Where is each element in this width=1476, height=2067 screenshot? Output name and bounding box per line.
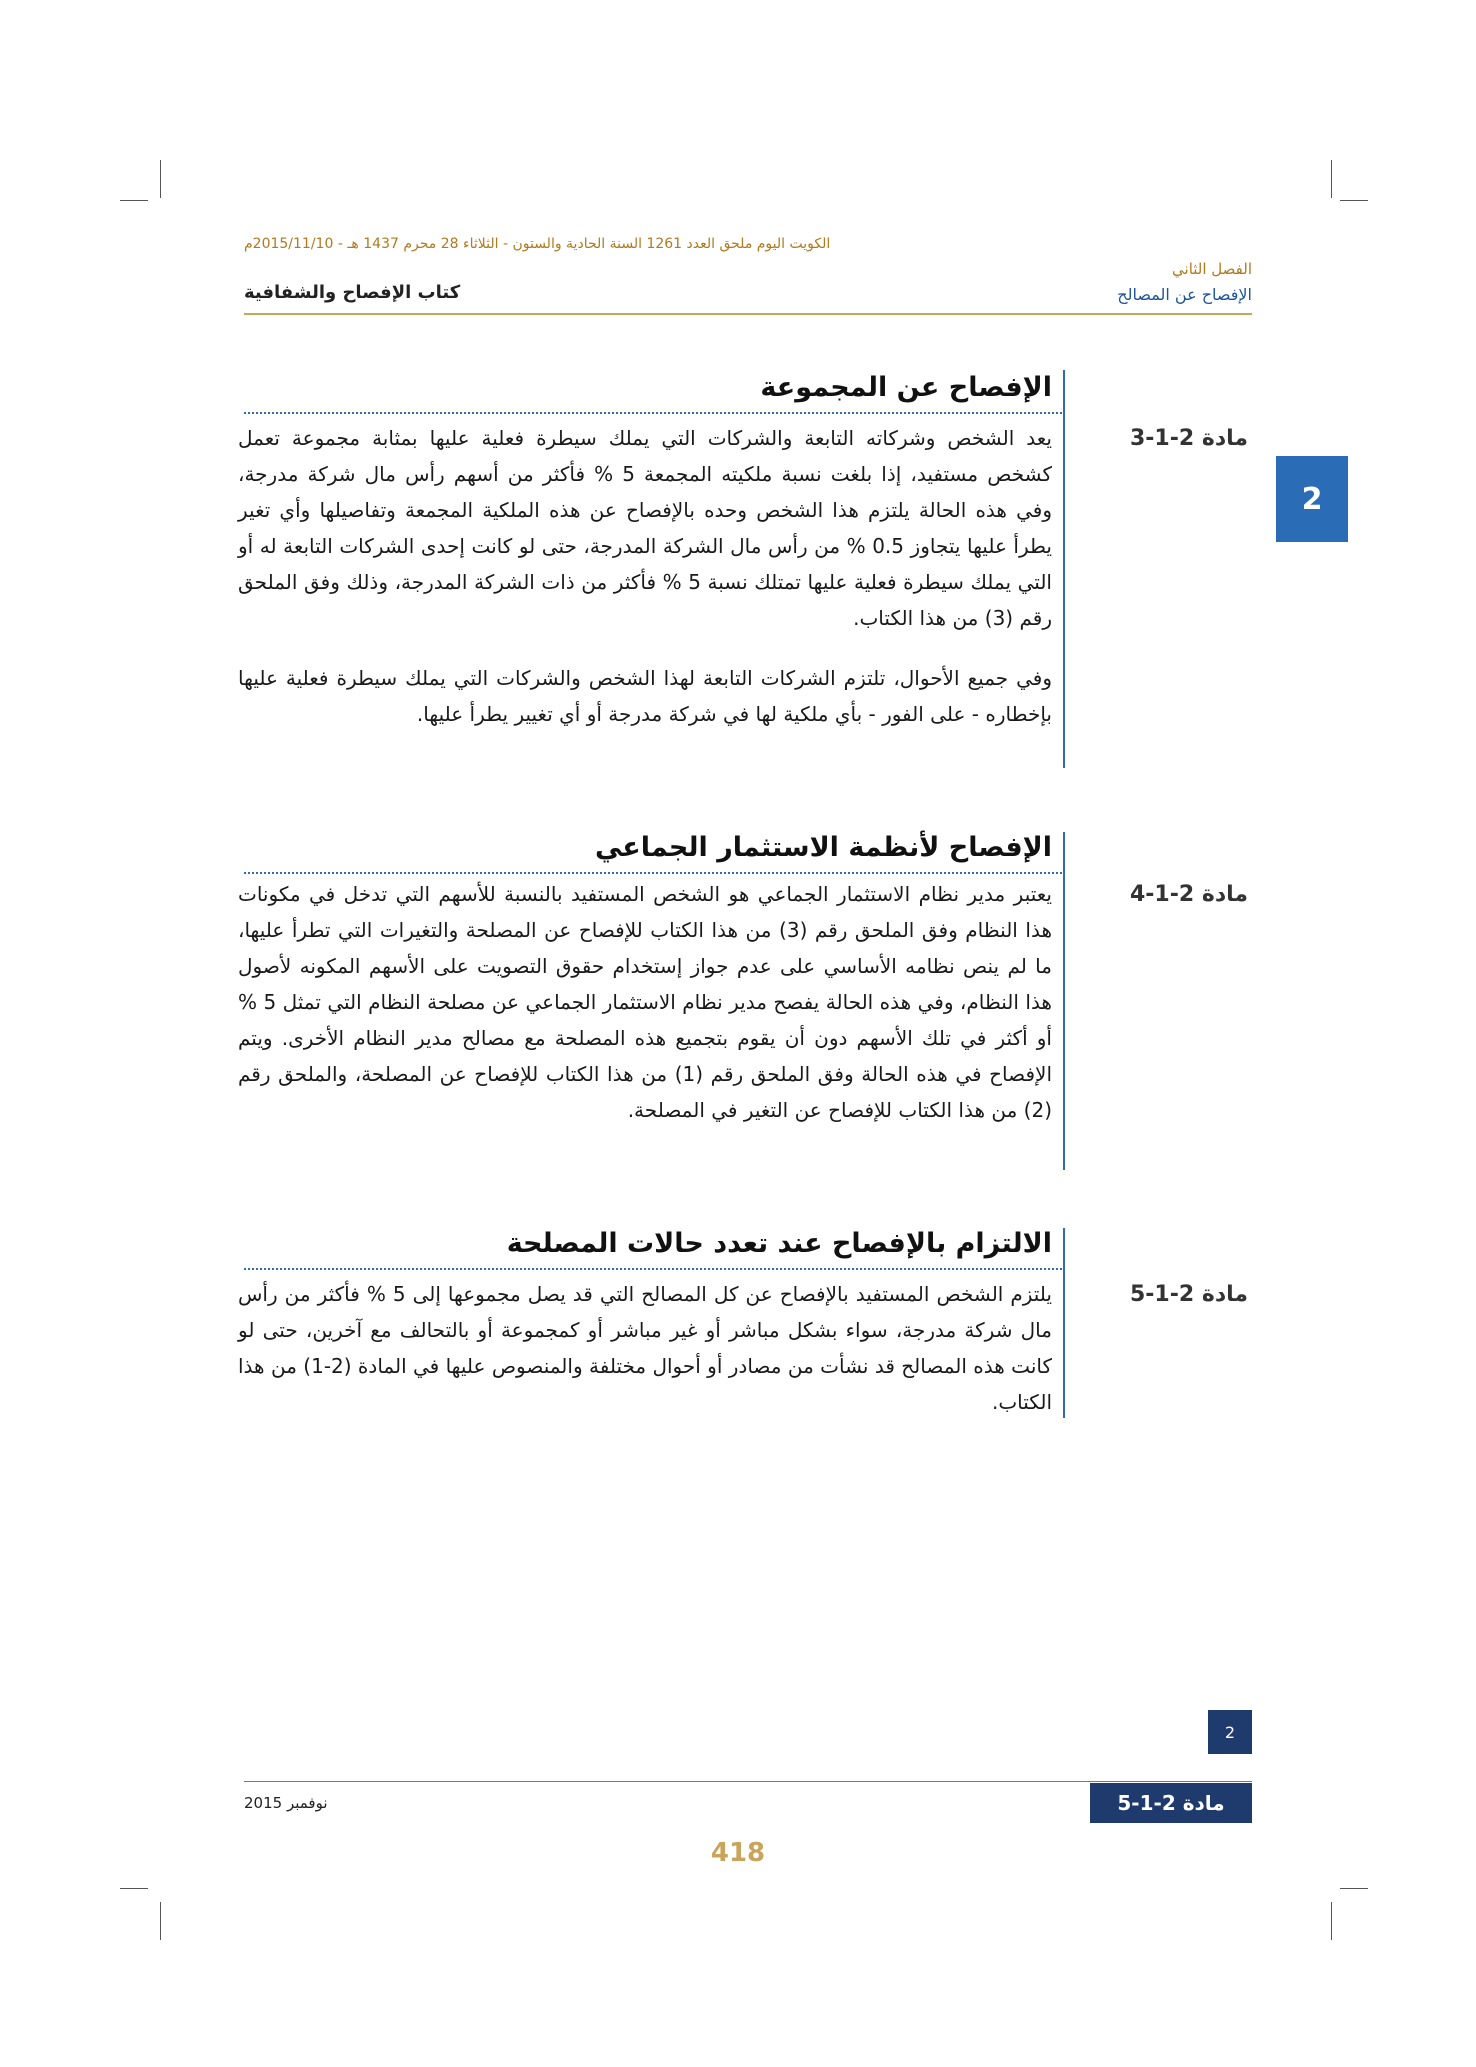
article-number: مادة 2-1-5 [1129,1282,1248,1307]
section-title: الإفصاح لأنظمة الاستثمار الجماعي [594,832,1052,863]
crop-mark [1340,1888,1368,1889]
footer-rule [244,1781,1252,1782]
crop-mark [120,1888,148,1889]
article-paragraph: وفي جميع الأحوال، تلتزم الشركات التابعة لهذا الشخص والشركات التي يملك سيطرة فعلية عليها بإخطاره - على الفور - بأي ملكية لها في شركة مدرجة أو أي تغيير يطرأ عليها. [238,666,1052,726]
crop-mark [1331,1902,1332,1940]
section-rule [1063,370,1065,768]
footer-article-tab: مادة 2-1-5 [1090,1783,1252,1823]
section-title: الالتزام بالإفصاح عند تعدد حالات المصلحة [506,1228,1052,1259]
dotted-divider [244,872,1062,874]
section-rule [1063,832,1065,1170]
section-rule [1063,1228,1065,1418]
page-number: 418 [710,1838,766,1868]
article-paragraph: يعد الشخص وشركاته التابعة والشركات التي يملك سيطرة فعلية عليها بمثابة مجموعة تعمل كشخص مستفيد، إذا بلغت نسبة ملكيته المجمعة 5 % فأكثر من أسهم رأس مال شركة مدرجة، وفي هذه الحالة يلتزم هذا الشخص وحده بالإفصاح عن هذه الملكية المجمعة وتفاصيلها وأي تغير يطرأ عليها يتجاوز 0.5 % من رأس مال الشركة المدرجة، حتى لو كانت إحدى الشركات التابعة له أو التي يملك سيطرة فعلية عليها تمتلك نسبة 5 % فأكثر من ذات الشركة المدرجة، وذلك وفق الملحق رقم (3) من هذا الكتاب. [238,426,1052,630]
page-indicator-box: 2 [1208,1710,1252,1754]
header-rule [244,313,1252,315]
gazette-line: الكويت اليوم ملحق العدد 1261 السنة الحادية والستون - الثلاثاء 28 محرم 1437 هـ - 2015/11/10م [244,236,831,252]
article-paragraph: يلتزم الشخص المستفيد بالإفصاح عن كل المصالح التي قد يصل مجموعها إلى 5 % فأكثر من رأس مال شركة مدرجة، سواء بشكل مباشر أو غير مباشر أو كمجموعة أو بالتحالف مع آخرين، حتى لو كانت هذه المصالح قد نشأت من مصادر أو أحوال مختلفة والمنصوص عليها في المادة (2-1) من هذا الكتاب. [238,1282,1052,1414]
chapter-subtitle: الإفصاح عن المصالح [1117,285,1252,304]
crop-mark [120,200,148,201]
chapter-heading [952,256,1252,308]
crop-mark [160,1902,161,1940]
chapter-label: الفصل الثاني [1172,260,1252,278]
crop-mark [1331,160,1332,198]
section-title: الإفصاح عن المجموعة [760,372,1052,403]
article-paragraph: يعتبر مدير نظام الاستثمار الجماعي هو الشخص المستفيد بالنسبة للأسهم التي تدخل في مكونات هذا النظام وفق الملحق رقم (3) من هذا الكتاب للإفصاح عن المصلحة والتغيرات التي تطرأ عليها، ما لم ينص نظامه الأساسي على عدم جواز إستخدام حقوق التصويت على الأسهم المكونه لأصول هذا النظام، وفي هذه الحالة يفصح مدير نظام الاستثمار الجماعي عن مصلحة النظام التي تمثل 5 % أو أكثر في تلك الأسهم دون أن يقوم بتجميع هذه المصلحة مع مصالح مدير النظام الأخرى. ويتم الإفصاح في هذه الحالة وفق الملحق رقم (1) من هذا الكتاب للإفصاح عن المصلحة، والملحق رقم (2) من هذا الكتاب للإفصاح عن التغير في المصلحة. [238,882,1052,1122]
crop-mark [160,160,161,198]
chapter-side-tab: 2 [1276,456,1348,542]
dotted-divider [244,1268,1062,1270]
article-number: مادة 2-1-3 [1129,426,1248,451]
dotted-divider [244,412,1062,414]
book-title: كتاب الإفصاح والشفافية [244,282,461,303]
footer-date: نوفمبر 2015 [244,1794,328,1812]
article-number: مادة 2-1-4 [1129,882,1248,907]
crop-mark [1340,200,1368,201]
